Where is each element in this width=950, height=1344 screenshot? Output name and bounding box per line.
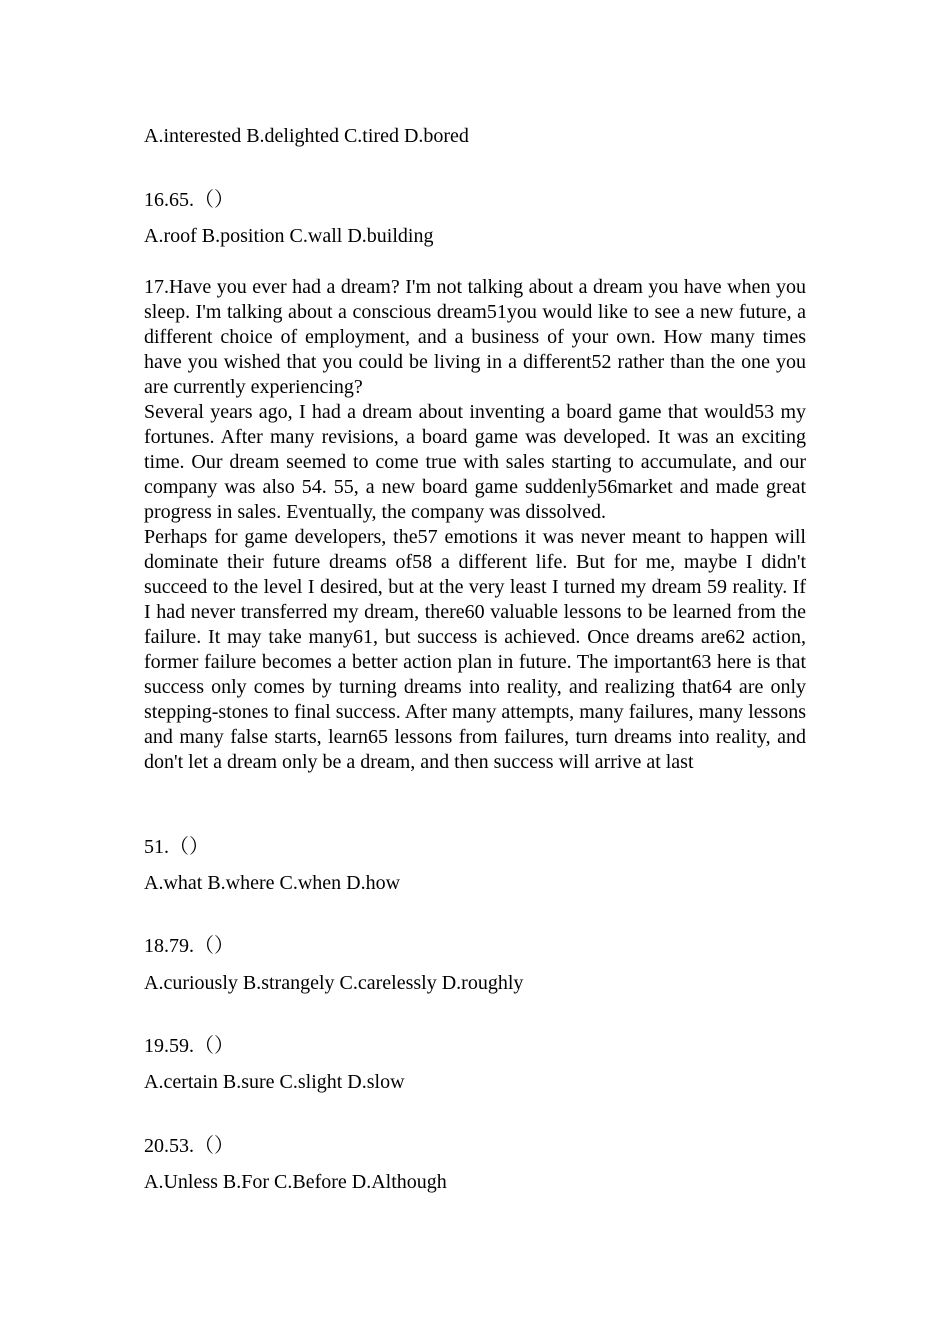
passage-paragraph: Several years ago, I had a dream about inventing a board game that would53 my fortunes. After many revisions, a board game was developed. It was an exciting time. Our dream seemed to come true with sales starting to accumulate, and our company was also 54. 55, a new board game suddenly56market and made great progress in sales. Eventually, the company was dissolved. (144, 401, 806, 523)
answer-options: A.certain B.sure C.slight D.slow (144, 1071, 405, 1093)
answer-options: A.Unless B.For C.Before D.Although (144, 1171, 447, 1193)
question-number: 16.65.（） (144, 189, 234, 211)
answer-options: A.interested B.delighted C.tired D.bored (144, 125, 469, 147)
answer-options: A.roof B.position C.wall D.building (144, 225, 434, 247)
reading-passage (144, 275, 806, 775)
question-number: 51.（） (144, 836, 209, 858)
passage-paragraph: 17.Have you ever had a dream? I'm not talking about a dream you have when you sleep. I'm talking about a conscious dream51you would like to see a new future, a different choice of employment, and a business of your own. How many times have you wished that you could be living in a different52 rather than the one you are currently experiencing? (144, 276, 806, 398)
passage-paragraph: Perhaps for game developers, the57 emotions it was never meant to happen will dominate their future dreams of58 a different life. But for me, maybe I didn't succeed to the level I desired, but at the very least I turned my dream 59 reality. If I had never transferred my dream, there60 valuable lessons to be learned from the failure. It may take many61, but success is achieved. Once dreams are62 action, former failure becomes a better action plan in future. The important63 here is that success only comes by turning dreams into reality, and realizing that64 are only stepping-stones to final success. After many attempts, many failures, many lessons and many false starts, learn65 lessons from failures, turn dreams into reality, and don't let a dream only be a dream, and then success will arrive at last (144, 526, 806, 773)
question-number: 20.53.（） (144, 1135, 234, 1157)
answer-options: A.what B.where C.when D.how (144, 872, 401, 894)
answer-options: A.curiously B.strangely C.carelessly D.roughly (144, 972, 524, 994)
question-number: 18.79.（） (144, 935, 234, 957)
question-number: 19.59.（） (144, 1035, 234, 1057)
